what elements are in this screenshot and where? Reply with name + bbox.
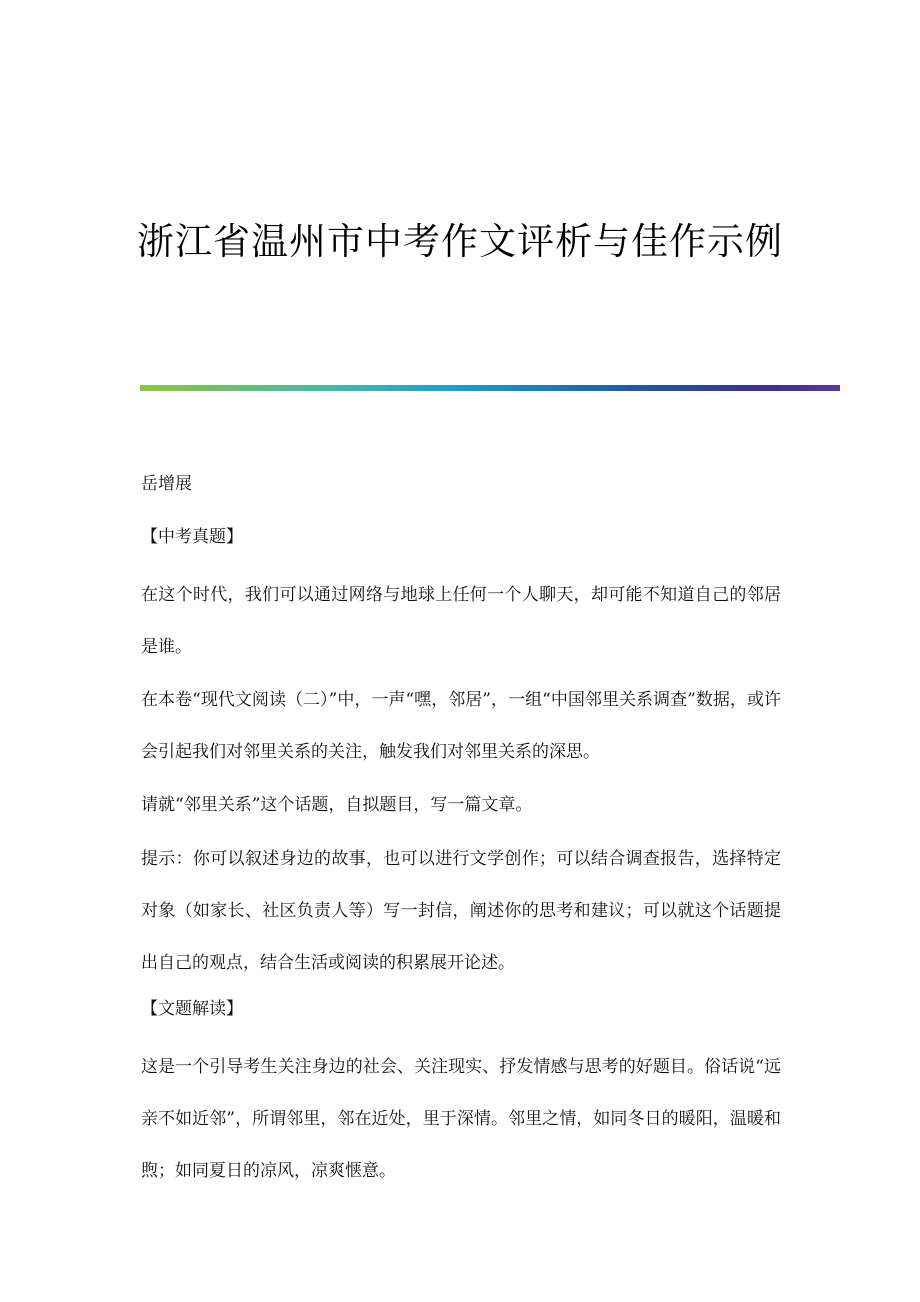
paragraph: 请就“邻里关系”这个话题，自拟题目，写一篇文章。 (141, 795, 533, 815)
section-heading-topic-interpretation: 【文题解读】 (141, 999, 243, 1019)
document-title: 浙江省温州市中考作文评析与佳作示例 (137, 220, 783, 263)
paragraph: 提示：你可以叙述身边的故事，也可以进行文学创作；可以结合调查报告，选择特定对象（如家长、社区负责人等）写一封信，阐述你的思考和建议；可以就这个话题提出自己的观点，结合生活或阅读的积累展开论述。 (141, 849, 781, 973)
author-name: 岳增展 (141, 474, 192, 494)
paragraph: 在本卷“现代文阅读（二）”中，一声“嘿，邻居”，一组“中国邻里关系调查”数据，或许会引起我们对邻里关系的关注，触发我们对邻里关系的深思。 (141, 690, 781, 762)
paragraph: 在这个时代，我们可以通过网络与地球上任何一个人聊天，却可能不知道自己的邻居是谁。 (141, 585, 781, 657)
paragraph: 这是一个引导考生关注身边的社会、关注现实、抒发情感与思考的好题目。俗话说“远亲不如近邻”，所谓邻里，邻在近处，里于深情。邻里之情，如同冬日的暖阳，温暖和煦；如同夏日的凉风，凉爽惬意。 (141, 1057, 781, 1181)
section-heading-exam-question: 【中考真题】 (141, 527, 243, 547)
gradient-divider (140, 385, 840, 391)
